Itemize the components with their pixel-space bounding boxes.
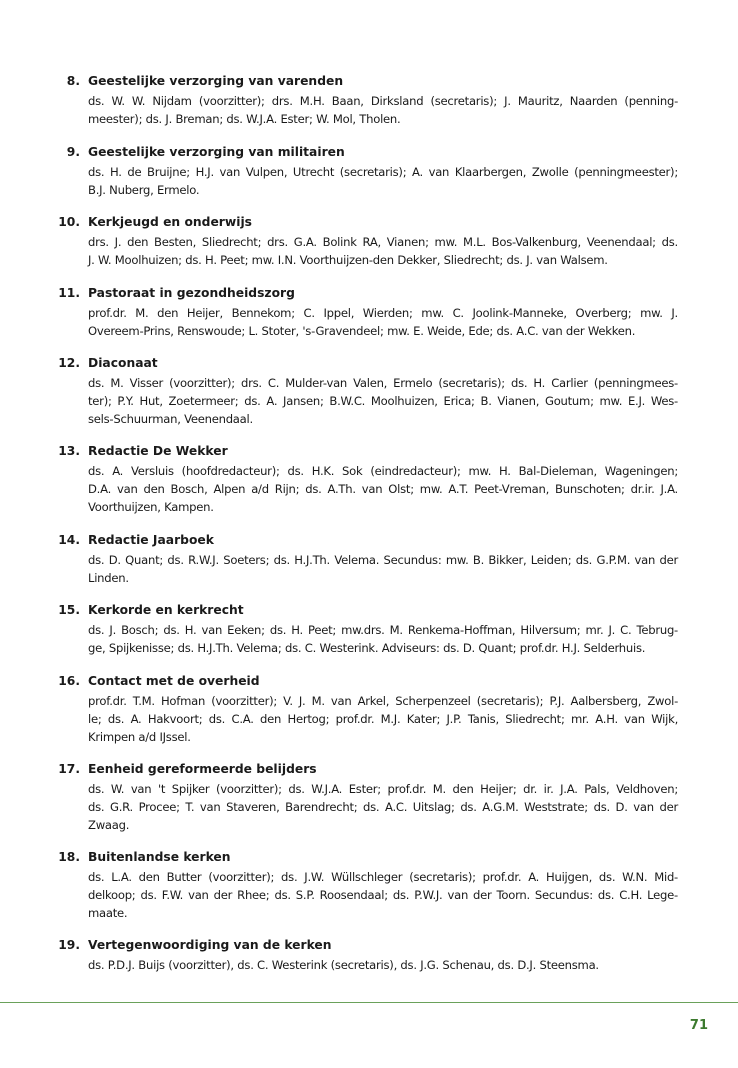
section-line: ds. H. de Bruijne; H.J. van Vulpen, Utrecht (secretaris); A. van Klaarbergen, Zwolle (penningmeester); bbox=[88, 165, 678, 179]
section-line: ds. W. W. Nijdam (voorzitter); drs. M.H. Baan, Dirksland (secretaris); J. Mauritz, Naarden (penning- bbox=[88, 94, 678, 108]
section-number: 11. bbox=[58, 286, 80, 300]
section-line: Overeem-Prins, Renswoude; L. Stoter, 's-Gravendeel; mw. E. Weide, Ede; ds. A.C. van der Wekken. bbox=[88, 324, 636, 338]
section-line: ds. G.R. Procee; T. van Staveren, Barendrecht; ds. A.C. Uitslag; ds. A.G.M. Weststrate; ds. D. van der bbox=[88, 800, 678, 814]
section-line: ds. A. Versluis (hoofdredacteur); ds. H.K. Sok (eindredacteur); mw. H. Bal-Dieleman, Wageningen; bbox=[88, 464, 678, 478]
section-number: 10. bbox=[58, 215, 80, 229]
section-number: 13. bbox=[58, 444, 80, 458]
section-line: le; ds. A. Hakvoort; ds. C.A. den Hertog; prof.dr. M.J. Kater; J.P. Tanis, Sliedrecht; mr. A.H. van Wijk, bbox=[88, 712, 678, 726]
section-number: 12. bbox=[58, 356, 80, 370]
section-line: sels-Schuurman, Veenendaal. bbox=[88, 412, 253, 426]
section-line: ds. J. Bosch; ds. H. van Eeken; ds. H. Peet; mw.drs. M. Renkema-Hoffman, Hilversum; mr. J. C. Tebrug- bbox=[88, 623, 678, 637]
section-line: Linden. bbox=[88, 571, 129, 585]
section-line: Krimpen a/d IJssel. bbox=[88, 730, 191, 744]
section-line: prof.dr. M. den Heijer, Bennekom; C. Ippel, Wierden; mw. C. Joolink-Manneke, Overberg; mw. J. bbox=[88, 306, 678, 320]
section-title: Vertegenwoordiging van de kerken bbox=[88, 938, 332, 952]
section-number: 9. bbox=[66, 145, 80, 159]
section-title: Geestelijke verzorging van varenden bbox=[88, 74, 344, 88]
section-number: 15. bbox=[58, 603, 80, 617]
footer-divider bbox=[0, 1002, 738, 1003]
section-line: Zwaag. bbox=[88, 818, 130, 832]
section-title: Diaconaat bbox=[88, 356, 158, 370]
section-line: maate. bbox=[88, 906, 128, 920]
section-title: Contact met de overheid bbox=[88, 674, 260, 688]
section-number: 19. bbox=[58, 938, 80, 952]
section-line: drs. J. den Besten, Sliedrecht; drs. G.A. Bolink RA, Vianen; mw. M.L. Bos-Valkenburg, Veenendaal; ds. bbox=[88, 235, 678, 249]
section-title: Redactie De Wekker bbox=[88, 444, 228, 458]
section-line: ds. M. Visser (voorzitter); drs. C. Mulder-van Valen, Ermelo (secretaris); ds. H. Carlier (penningmees- bbox=[88, 376, 678, 390]
section-line: Voorthuijzen, Kampen. bbox=[88, 500, 214, 514]
section-line: prof.dr. T.M. Hofman (voorzitter); V. J. M. van Arkel, Scherpenzeel (secretaris); P.J. Aalbersberg, Zwol- bbox=[88, 694, 678, 708]
page-number: 71 bbox=[689, 1018, 708, 1033]
section-title: Redactie Jaarboek bbox=[88, 533, 214, 547]
section-line: B.J. Nuberg, Ermelo. bbox=[88, 183, 200, 197]
section-number: 17. bbox=[58, 762, 80, 776]
section-number: 14. bbox=[58, 533, 80, 547]
section-title: Eenheid gereformeerde belijders bbox=[88, 762, 317, 776]
section-number: 8. bbox=[66, 74, 80, 88]
section-title: Pastoraat in gezondheidszorg bbox=[88, 286, 295, 300]
section-title: Buitenlandse kerken bbox=[88, 850, 231, 864]
section-number: 18. bbox=[58, 850, 80, 864]
section-line: ds. D. Quant; ds. R.W.J. Soeters; ds. H.J.Th. Velema. Secundus: mw. B. Bikker, Leiden; ds. G.P.M. van der bbox=[88, 553, 678, 567]
section-line: meester); ds. J. Breman; ds. W.J.A. Ester; W. Mol, Tholen. bbox=[88, 112, 401, 126]
section-line: delkoop; ds. F.W. van der Rhee; ds. S.P. Roosendaal; ds. P.W.J. van der Toorn. Secundus: ds. C.H. Lege- bbox=[88, 888, 678, 902]
section-title: Geestelijke verzorging van militairen bbox=[88, 145, 345, 159]
section-title: Kerkorde en kerkrecht bbox=[88, 603, 244, 617]
section-number: 16. bbox=[58, 674, 80, 688]
section-line: ds. W. van 't Spijker (voorzitter); ds. W.J.A. Ester; prof.dr. M. den Heijer; dr. ir. J.A. Pals, Veldhoven; bbox=[88, 782, 678, 796]
section-title: Kerkjeugd en onderwijs bbox=[88, 215, 252, 229]
section-line: J. W. Moolhuizen; ds. H. Peet; mw. I.N. Voorthuijzen-den Dekker, Sliedrecht; ds. J. van Walsem. bbox=[88, 253, 608, 267]
section-line: ter); P.Y. Hut, Zoetermeer; ds. A. Jansen; B.W.C. Moolhuizen, Erica; B. Vianen, Goutum; mw. E.J. Wes- bbox=[88, 394, 678, 408]
section-line: ge, Spijkenisse; ds. H.J.Th. Velema; ds. C. Westerink. Adviseurs: ds. D. Quant; prof.dr. H.J. Selderhuis. bbox=[88, 641, 646, 655]
section-line: D.A. van den Bosch, Alpen a/d Rijn; ds. A.Th. van Olst; mw. A.T. Peet-Vreman, Bunschoten; dr.ir. J.A. bbox=[88, 482, 678, 496]
section-line: ds. P.D.J. Buijs (voorzitter), ds. C. Westerink (secretaris), ds. J.G. Schenau, ds. D.J. Steensma. bbox=[88, 958, 599, 972]
section-line: ds. L.A. den Butter (voorzitter); ds. J.W. Wüllschleger (secretaris); prof.dr. A. Huijgen, ds. W.N. Mid- bbox=[88, 870, 678, 884]
